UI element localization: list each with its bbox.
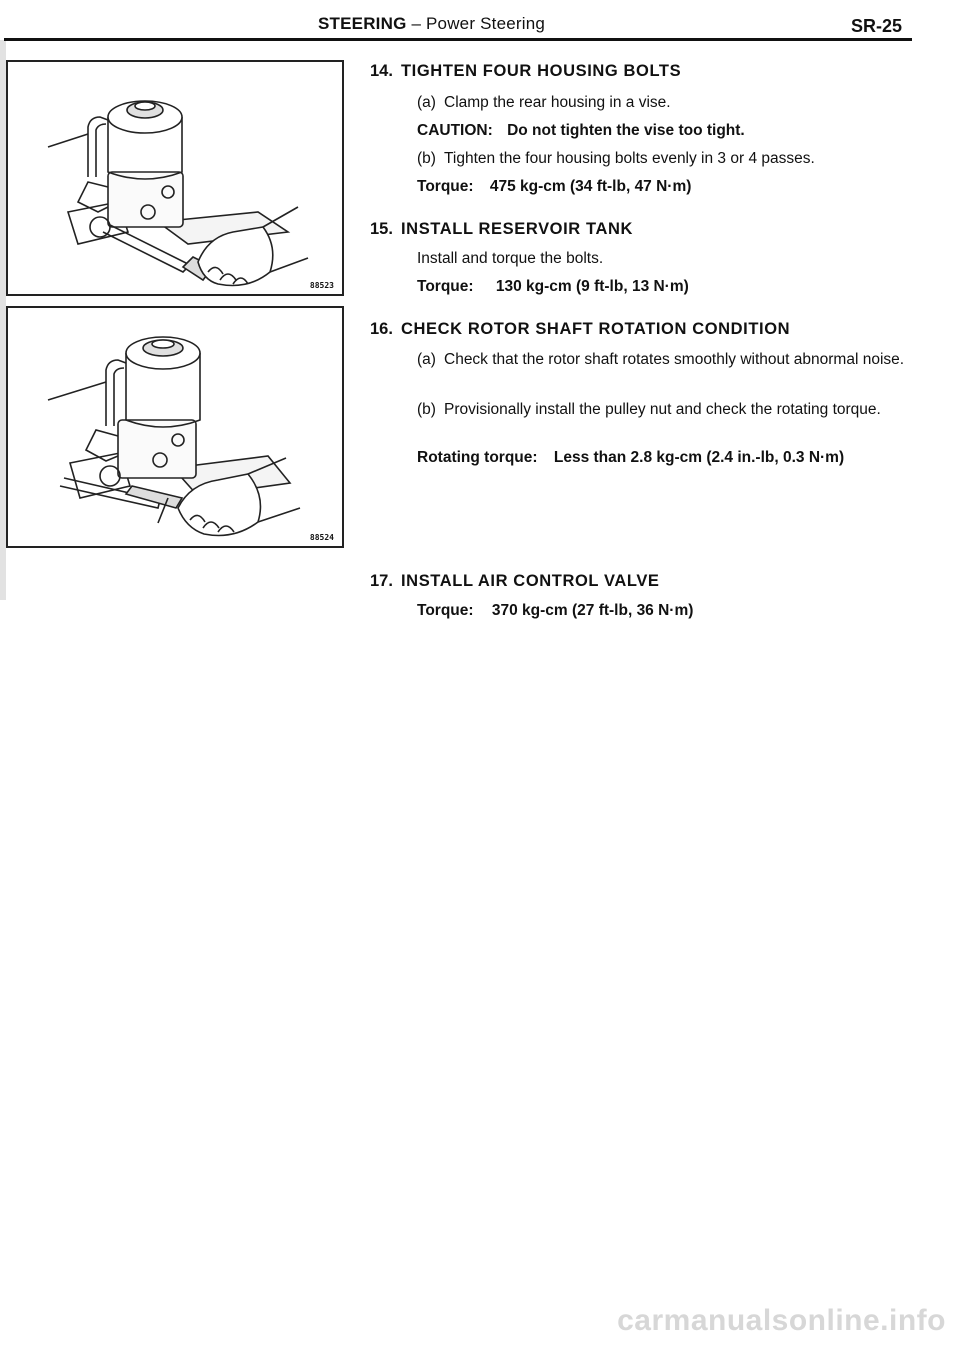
page-number: SR-25 [850, 16, 902, 36]
step-number: 17. [370, 572, 393, 590]
substep-label: (b) [417, 401, 436, 418]
torque-spec [417, 277, 689, 296]
rotating-torque-spec [417, 448, 844, 467]
page-header [0, 0, 960, 44]
step-text: Install and torque the bolts. [417, 250, 604, 267]
figure-tighten-housing-bolts [6, 60, 344, 296]
caution-label: CAUTION: [417, 122, 493, 139]
spec-label: Torque: [417, 278, 474, 295]
spec-label: Torque: [417, 602, 474, 619]
figure-check-rotor-shaft [6, 306, 344, 548]
header-rule [4, 38, 912, 41]
spec-value: Less than 2.8 kg-cm (2.4 in.-lb, 0.3 N·m) [553, 449, 845, 466]
substep-a [417, 350, 910, 369]
step-number: 14. [370, 62, 393, 80]
step-title: TIGHTEN FOUR HOUSING BOLTS [401, 62, 682, 80]
figure-code: 88524 [309, 533, 334, 542]
substep-label: (b) [417, 150, 436, 167]
torque-spec [417, 601, 693, 620]
site-watermark: carmanualsonline.info [617, 1304, 946, 1337]
step-number: 16. [370, 320, 393, 338]
power-steering-pump-torque-wrench-illustration [8, 308, 342, 546]
spec-label: Rotating torque: [417, 449, 538, 466]
substep-b [417, 400, 910, 419]
section-name: STEERING [318, 14, 407, 33]
substep-text: Clamp the rear housing in a vise. [444, 94, 671, 111]
step-number: 15. [370, 220, 393, 238]
substep-text: Check that the rotor shaft rotates smoothly without abnormal noise. [444, 351, 905, 368]
header-title [318, 14, 545, 34]
torque-spec [417, 177, 691, 196]
caution-text: Do not tighten the vise too tight. [507, 122, 745, 139]
figure-code: 88523 [309, 281, 334, 290]
subsection-name: – Power Steering [406, 14, 546, 33]
substep-text: Provisionally install the pulley nut and check the rotating torque. [444, 401, 881, 418]
step-title: INSTALL RESERVOIR TANK [401, 220, 633, 238]
spec-value: 475 kg-cm (34 ft-lb, 47 N·m) [489, 178, 692, 195]
power-steering-pump-wrench-illustration [8, 62, 342, 294]
substep-text: Tighten the four housing bolts evenly in 3 or 4 passes. [444, 150, 815, 167]
substep-b [417, 149, 815, 168]
step-title: INSTALL AIR CONTROL VALVE [401, 572, 660, 590]
spec-value: 130 kg-cm (9 ft-lb, 13 N·m) [495, 278, 689, 295]
substep-label: (a) [417, 351, 436, 368]
substep-label: (a) [417, 94, 436, 111]
spec-label: Torque: [417, 178, 474, 195]
spec-value: 370 kg-cm (27 ft-lb, 36 N·m) [491, 602, 694, 619]
substep-a [417, 93, 671, 112]
step-title: CHECK ROTOR SHAFT ROTATION CONDITION [401, 320, 791, 338]
caution-line [417, 121, 745, 140]
